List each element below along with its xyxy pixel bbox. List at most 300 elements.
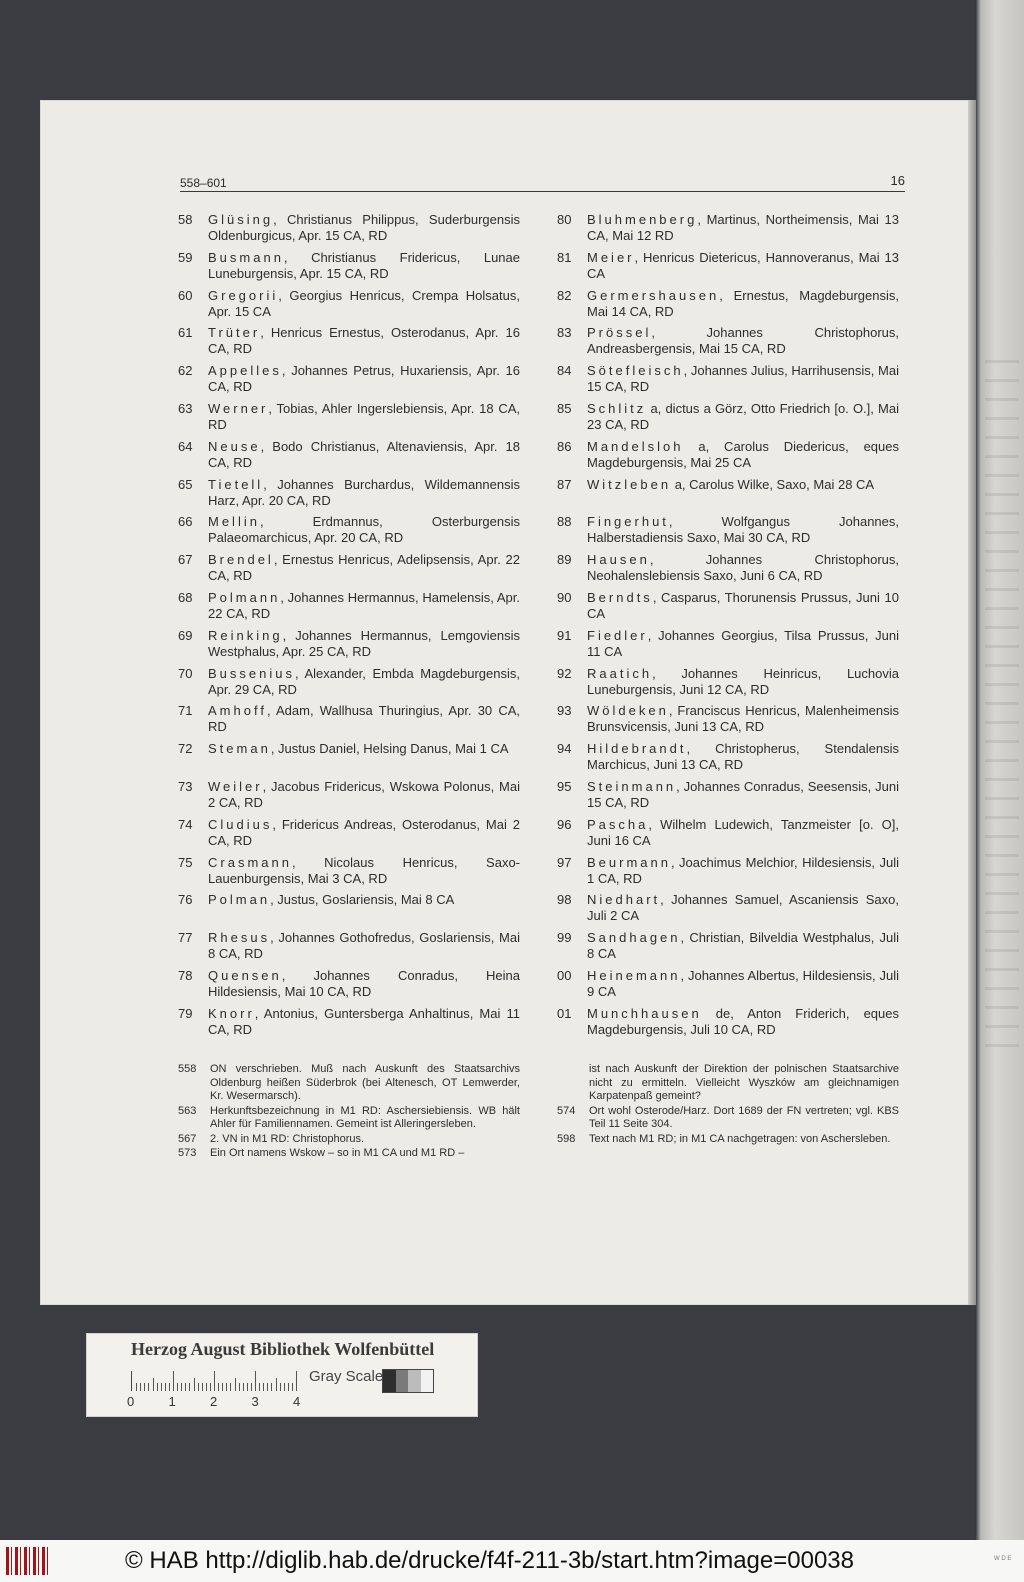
entry-number: 84 [557, 363, 572, 379]
entry-number: 78 [178, 967, 193, 983]
entry-number: 74 [178, 816, 193, 832]
ruler-tick [177, 1383, 178, 1391]
ruler-tick [173, 1371, 174, 1391]
entry-details: , Johannes Georgius, Tilsa Prussus, Juni 11 CA [587, 627, 899, 659]
register-entry [178, 930, 520, 968]
entry-details: , Ernestus Henricus, Adelipsensis, Apr. 22 CA, RD [208, 552, 520, 584]
entry-text [208, 439, 520, 471]
copyright-url[interactable]: © HAB http://diglib.hab.de/drucke/f4f-211-3b/start.htm?image=00038 [125, 1547, 854, 1574]
ruler-tick [136, 1383, 137, 1391]
ruler-tick [161, 1383, 162, 1391]
ruler-tick [251, 1383, 252, 1391]
ruler-digits [127, 1394, 307, 1410]
entry-details: , Johannes Samuel, Ascaniensis Saxo, Juli 2 CA [587, 892, 899, 924]
entry-surname: Busmann [208, 249, 284, 265]
gray-swatch [396, 1370, 409, 1392]
footnote-text: Herkunftsbezeichnung in M1 RD: Aschersiebiensis. WB hält Ahler für Familiennamen. Gemeint ist Alleringersleben. [210, 1104, 520, 1130]
register-entry [178, 741, 520, 779]
footnote [557, 1063, 899, 1104]
ruler-tick [206, 1383, 207, 1391]
entry-text [587, 250, 899, 282]
entry-details: , Nicolaus Henricus, Saxo-Lauenburgensis, Mai 3 CA, RD [208, 854, 520, 886]
entry-surname: Hildebrandt [587, 741, 687, 757]
ruler-tick [243, 1383, 244, 1391]
register-entry [557, 590, 899, 628]
entry-text [208, 628, 520, 660]
entry-number: 79 [178, 1005, 193, 1021]
register-entry [178, 590, 520, 628]
footnote-text: Ein Ort namens Wskow – so in M1 CA und M1 RD – [210, 1147, 465, 1159]
entry-details: , Joachimus Melchior, Hildesiensis, Juli 1 CA, RD [587, 854, 899, 886]
register-entry [557, 1006, 899, 1044]
register-entry [557, 401, 899, 439]
entry-number: 90 [557, 589, 572, 605]
entry-number: 60 [178, 287, 193, 303]
entry-surname: Fiedler [587, 627, 648, 643]
entry-surname: Glüsing [208, 212, 274, 227]
register-entry [178, 892, 520, 930]
entry-surname: Beurmann [587, 854, 671, 870]
entry-details: , Johannes Conradus, Heina Hildesiensis, Mai 10 CA, RD [208, 967, 520, 999]
entry-details: , Wolfgangus Johannes, Halberstadiensis Saxo, Mai 30 CA, RD [587, 514, 899, 546]
register-entry [557, 250, 899, 288]
entry-number: 99 [557, 930, 572, 946]
entry-details: , Christianus Fridericus, Lunae Luneburgensis, Apr. 15 CA, RD [208, 249, 520, 281]
page-number: 16 [890, 173, 905, 188]
entry-number: 73 [178, 778, 193, 794]
entry-details: , Fridericus Andreas, Osterodanus, Mai 2 CA, RD [208, 816, 520, 848]
ruler-tick [214, 1371, 215, 1391]
ruler-tick [140, 1383, 141, 1391]
ruler-tick [157, 1383, 158, 1391]
corner-mark: W D E [994, 1556, 1012, 1562]
ruler-digit: 1 [168, 1394, 176, 1409]
register-column-left [178, 212, 520, 1044]
register-entry [178, 363, 520, 401]
ruler-tick [284, 1383, 285, 1391]
entry-text [587, 477, 899, 493]
entry-number: 71 [178, 703, 193, 719]
entry-details: , Alexander, Embda Magdeburgensis, Apr. 29 CA, RD [208, 665, 520, 697]
entry-details: , Henricus Ernestus, Osterodanus, Apr. 16 CA, RD [208, 325, 520, 357]
entry-text [587, 363, 899, 395]
entry-surname: Berndts [587, 589, 653, 605]
entry-number: 66 [178, 514, 193, 530]
ruler-tick [189, 1383, 190, 1391]
entry-text [208, 779, 520, 811]
entry-number: 68 [178, 589, 193, 605]
register-entry [557, 930, 899, 968]
entry-text [587, 892, 899, 924]
ruler-tick [144, 1383, 145, 1391]
register-entry [557, 477, 899, 515]
entry-surname: Meier [587, 249, 635, 265]
entry-text [208, 514, 520, 546]
page-edge-shadow [968, 100, 976, 1305]
entry-surname: Prössel [587, 325, 652, 341]
ruler-tick [288, 1383, 289, 1391]
footnote [178, 1147, 520, 1161]
entry-number: 00 [557, 967, 572, 983]
entry-surname: Schlitz [587, 400, 647, 416]
register-entry [178, 855, 520, 893]
register-entry [178, 439, 520, 477]
gray-swatch [383, 1370, 396, 1392]
entry-text [208, 892, 520, 908]
entry-number: 01 [557, 1005, 572, 1021]
footnote [178, 1105, 520, 1132]
register-entry [557, 439, 899, 477]
entry-surname: Appelles [208, 363, 282, 379]
entry-surname: Amhoff [208, 703, 267, 719]
register-entry [178, 703, 520, 741]
register-entry [178, 1006, 520, 1044]
entry-details: , Martinus, Northeimensis, Mai 13 CA, Mai 12 RD [587, 212, 899, 243]
entry-number: 95 [557, 778, 572, 794]
register-entry [557, 817, 899, 855]
ruler-tick [255, 1371, 256, 1391]
footnote [178, 1133, 520, 1147]
entry-details: , Johannes Albertus, Hildesiensis, Juli 9 CA [587, 967, 899, 999]
hab-logo-icon [6, 1547, 48, 1575]
entry-text [208, 1006, 520, 1038]
entry-text [208, 855, 520, 887]
entry-text [208, 741, 520, 757]
entry-surname: Heinemann [587, 967, 681, 983]
register-entry [557, 288, 899, 326]
footnote-text: Ort wohl Osterode/Harz. Dort 1689 der FN vertreten; vgl. KBS Teil 11 Seite 304. [589, 1104, 899, 1130]
facing-page-edge [975, 0, 1024, 1540]
register-entry [557, 552, 899, 590]
entry-surname: Sandhagen [587, 930, 681, 946]
entry-number: 98 [557, 892, 572, 908]
register-entry [178, 628, 520, 666]
entry-details: , Franciscus Henricus, Malenheimensis Brunsvicensis, Juni 13 CA, RD [587, 703, 899, 735]
entry-text [587, 968, 899, 1000]
ruler-tick [296, 1371, 297, 1391]
footnote-number: 598 [557, 1132, 576, 1145]
ruler-tick [230, 1383, 231, 1391]
color-target-card [86, 1333, 478, 1417]
register-column-right [557, 212, 899, 1044]
entry-surname: Sötefleisch [587, 363, 684, 379]
register-entry [178, 288, 520, 326]
entry-text [587, 855, 899, 887]
register-entry [557, 779, 899, 817]
entry-details: , Christian, Bilveldia Westphalus, Juli 8 CA [587, 930, 899, 962]
entry-surname: Cludius [208, 816, 273, 832]
register-entry [557, 325, 899, 363]
entry-number: 63 [178, 400, 193, 416]
entry-details: a, Carolus Wilke, Saxo, Mai 28 CA [671, 476, 875, 492]
entry-surname: Reinking [208, 627, 283, 643]
entry-text [587, 590, 899, 622]
entry-number: 76 [178, 892, 193, 908]
footnote [178, 1063, 520, 1104]
entry-details: a, Carolus Diedericus, eques Magdeburgensis, Mai 25 CA [587, 438, 899, 470]
entry-details: , Justus, Goslariensis, Mai 8 CA [270, 892, 455, 908]
entry-number: 83 [557, 325, 572, 341]
entry-number: 64 [178, 438, 193, 454]
entry-text [587, 628, 899, 660]
entry-text [587, 930, 899, 962]
entry-details: , Erdmannus, Osterburgensis Palaeomarchicus, Apr. 20 CA, RD [208, 514, 520, 546]
register-entry [178, 514, 520, 552]
entry-surname: Fingerhut [587, 514, 669, 530]
ruler-digit: 4 [293, 1394, 301, 1409]
entry-details: , Tobias, Ahler Ingerslebiensis, Apr. 18 CA, RD [208, 400, 520, 432]
entry-surname: Werner [208, 400, 269, 416]
footer-bar [0, 1540, 1024, 1582]
footnote-text: 2. VN in M1 RD: Christophorus. [210, 1132, 365, 1145]
entry-number: 72 [178, 741, 193, 757]
register-entry [178, 552, 520, 590]
entry-surname: Brendel [208, 552, 274, 568]
footnote-number: 558 [178, 1063, 197, 1075]
register-entry [178, 779, 520, 817]
ruler-tick [169, 1383, 170, 1391]
header-rule [180, 191, 905, 192]
register-entry [178, 666, 520, 704]
entry-number: 96 [557, 816, 572, 832]
entry-surname: Niedhart [587, 892, 661, 908]
ruler-tick [226, 1383, 227, 1391]
register-entry [178, 477, 520, 515]
entry-number: 77 [178, 930, 193, 946]
entry-details: , Johannes Hermannus, Lemgoviensis Westphalus, Apr. 25 CA, RD [208, 627, 520, 659]
entry-number: 89 [557, 552, 572, 568]
entry-text [208, 250, 520, 282]
ruler-tick [292, 1383, 293, 1391]
entry-details: , Johannes Julius, Harrihusensis, Mai 15 CA, RD [587, 363, 899, 395]
entry-details: , Antonius, Guntersberga Anhaltinus, Mai 11 CA, RD [208, 1005, 520, 1037]
entry-surname: Neuse [208, 438, 261, 454]
entry-details: , Johannes Burchardus, Wildemannensis Harz, Apr. 20 CA, RD [208, 476, 520, 508]
entry-details: , Georgius Henricus, Crempa Holsatus, Apr. 15 CA [208, 287, 520, 319]
entry-surname: Raatich [587, 665, 653, 681]
entry-text [587, 703, 899, 735]
entry-text [587, 514, 899, 546]
ruler-tick [218, 1383, 219, 1391]
entry-surname: Steinmann [587, 778, 677, 794]
entry-details: , Johannes Hermannus, Hamelensis, Apr. 22 CA, RD [208, 589, 520, 621]
ruler-tick [210, 1383, 211, 1391]
entry-text [587, 325, 899, 357]
register-entry [178, 817, 520, 855]
entry-number: 67 [178, 552, 193, 568]
entry-number: 85 [557, 400, 572, 416]
entry-surname: Gregorii [208, 287, 279, 303]
entry-text [587, 401, 899, 433]
footnote-text: ON verschrieben. Muß nach Auskunft des Staatsarchivs Oldenburg heißen Süderbrok (bei Altenesch, OT Lemwerder, Kr. Wesermarsch). [210, 1063, 520, 1102]
entry-text [587, 666, 899, 698]
register-entry [557, 666, 899, 704]
entry-number: 82 [557, 287, 572, 303]
gray-swatch [408, 1370, 421, 1392]
facing-page-text-shadow [985, 360, 1019, 1060]
entry-number: 80 [557, 212, 572, 227]
entry-surname: Bluhmenberg [587, 212, 698, 227]
ruler-tick [235, 1378, 236, 1391]
entry-details: , Adam, Wallhusa Thuringius, Apr. 30 CA, RD [208, 703, 520, 735]
ruler-tick [267, 1383, 268, 1391]
entry-text [587, 439, 899, 471]
ruler-digit: 3 [251, 1394, 259, 1409]
register-entry [178, 212, 520, 250]
ruler-tick [153, 1378, 154, 1391]
entry-text [208, 590, 520, 622]
entry-text [587, 212, 899, 244]
entry-surname: Knorr [208, 1005, 255, 1021]
entry-number: 69 [178, 627, 193, 643]
entry-surname: Trüter [208, 325, 261, 341]
footnote-number: 574 [557, 1104, 576, 1117]
ruler-tick [198, 1383, 199, 1391]
register-entry [557, 968, 899, 1006]
entry-details: , Casparus, Thorunensis Prussus, Juni 10 CA [587, 589, 899, 621]
entry-number: 92 [557, 665, 572, 681]
ruler-tick [194, 1378, 195, 1391]
entry-number: 94 [557, 741, 572, 757]
entry-text [587, 779, 899, 811]
entry-surname: Polman [208, 892, 271, 908]
footnotes-right [557, 1063, 899, 1147]
ruler-tick [280, 1383, 281, 1391]
entry-surname: Bussenius [208, 665, 295, 681]
entry-text [208, 288, 520, 320]
ruler-tick [271, 1383, 272, 1391]
register-entry [557, 855, 899, 893]
ruler-tick [263, 1383, 264, 1391]
entry-details: , Bodo Christianus, Altenaviensis, Apr. 18 CA, RD [208, 438, 520, 470]
ruler-tick [247, 1383, 248, 1391]
entry-details: , Johannes Christophorus, Andreasbergensis, Mai 15 CA, RD [587, 325, 899, 357]
entry-text [208, 552, 520, 584]
entry-text [208, 477, 520, 509]
footnotes-left [178, 1063, 520, 1162]
entry-text [208, 703, 520, 735]
entry-surname: Pascha [587, 816, 649, 832]
entry-number: 58 [178, 212, 193, 227]
entry-surname: Wöldeken [587, 703, 669, 719]
entry-number: 87 [557, 476, 572, 492]
entry-number: 75 [178, 854, 193, 870]
entry-details: , Justus Daniel, Helsing Danus, Mai 1 CA [270, 741, 509, 757]
entry-text [587, 552, 899, 584]
footnote-number: 567 [178, 1132, 197, 1145]
register-entry [178, 325, 520, 363]
entry-surname: Hausen [587, 552, 650, 568]
entry-surname: Mellin [208, 514, 260, 530]
ruler-tick [202, 1383, 203, 1391]
register-entry [178, 250, 520, 288]
entry-details: , Henricus Dietericus, Hannoveranus, Mai 13 CA [587, 249, 899, 281]
entry-text [208, 325, 520, 357]
ruler-tick [239, 1383, 240, 1391]
entry-details: , Ernestus, Magdeburgensis, Mai 14 CA, RD [587, 287, 899, 319]
entry-number: 91 [557, 627, 572, 643]
ruler-tick [222, 1383, 223, 1391]
footnote-text: Text nach M1 RD; in M1 CA nachgetragen: von Aschersleben. [589, 1132, 891, 1145]
register-entry [557, 514, 899, 552]
library-name: Herzog August Bibliothek Wolfenbüttel [131, 1339, 435, 1359]
entry-text [208, 363, 520, 395]
entry-details: , Christianus Philippus, Suderburgensis Oldenburgicus, Apr. 15 CA, RD [208, 212, 520, 243]
ruler-tick [259, 1383, 260, 1391]
entry-details: , Christopherus, Stendalensis Marchicus, Juni 13 CA, RD [587, 741, 899, 773]
entry-details: , Wilhelm Ludewich, Tanzmeister [o. O], Juni 16 CA [587, 816, 899, 848]
footnote-number: 573 [178, 1147, 197, 1159]
entry-details: , Jacobus Fridericus, Wskowa Polonus, Mai 2 CA, RD [208, 778, 520, 810]
ruler-tick [185, 1383, 186, 1391]
entry-details: , Johannes Gothofredus, Goslariensis, Mai 8 CA, RD [208, 930, 520, 962]
register-entry [557, 892, 899, 930]
entry-text [587, 288, 899, 320]
entry-details: a, dictus a Görz, Otto Friedrich [o. O.], Mai 23 CA, RD [587, 400, 899, 432]
running-head [180, 173, 905, 192]
entry-number: 81 [557, 249, 572, 265]
entry-number: 86 [557, 438, 572, 454]
entry-range: 558–601 [180, 176, 227, 190]
register-entry [557, 363, 899, 401]
entry-text [208, 968, 520, 1000]
entry-text [208, 401, 520, 433]
gray-scale-label: Gray Scale [309, 1368, 384, 1385]
entry-surname: Witzleben [587, 476, 672, 492]
entry-number: 97 [557, 854, 572, 870]
register-entry [557, 212, 899, 250]
entry-number: 61 [178, 325, 193, 341]
entry-number: 88 [557, 514, 572, 530]
entry-surname: Munchhausen [587, 1005, 702, 1021]
entry-surname: Steman [208, 741, 271, 757]
register-entry [178, 401, 520, 439]
ruler-tick [165, 1383, 166, 1391]
register-entry [557, 628, 899, 666]
entry-text [208, 930, 520, 962]
entry-surname: Mandelsloh [587, 438, 684, 454]
entry-text [208, 212, 520, 244]
register-entry [557, 741, 899, 779]
entry-details: , Johannes Petrus, Huxariensis, Apr. 16 CA, RD [208, 363, 520, 395]
entry-number: 70 [178, 665, 193, 681]
entry-details: de, Anton Friderich, eques Magdeburgensis, Juli 10 CA, RD [587, 1005, 899, 1037]
register-entry [178, 968, 520, 1006]
entry-number: 93 [557, 703, 572, 719]
ruler-digit: 2 [210, 1394, 218, 1409]
entry-text [587, 1006, 899, 1038]
ruler-tick [276, 1378, 277, 1391]
entry-surname: Weiler [208, 778, 263, 794]
gray-swatch [421, 1370, 434, 1392]
entry-text [208, 666, 520, 698]
entry-number: 65 [178, 476, 193, 492]
measurement-ruler [131, 1371, 298, 1391]
entry-surname: Polmann [208, 589, 281, 605]
ruler-digit: 0 [127, 1394, 135, 1409]
entry-text [587, 817, 899, 849]
entry-number: 62 [178, 363, 193, 379]
entry-surname: Germershausen [587, 287, 720, 303]
entry-number: 59 [178, 249, 193, 265]
entry-text [208, 817, 520, 849]
entry-details: , Johannes Christophorus, Neohalenslebiensis Saxo, Juni 6 CA, RD [587, 552, 899, 584]
ruler-tick [181, 1383, 182, 1391]
entry-details: , Johannes Heinricus, Luchovia Luneburgensis, Juni 12 CA, RD [587, 665, 899, 697]
gray-scale-swatches [382, 1369, 434, 1393]
entry-text [587, 741, 899, 773]
entry-surname: Rhesus [208, 930, 271, 946]
